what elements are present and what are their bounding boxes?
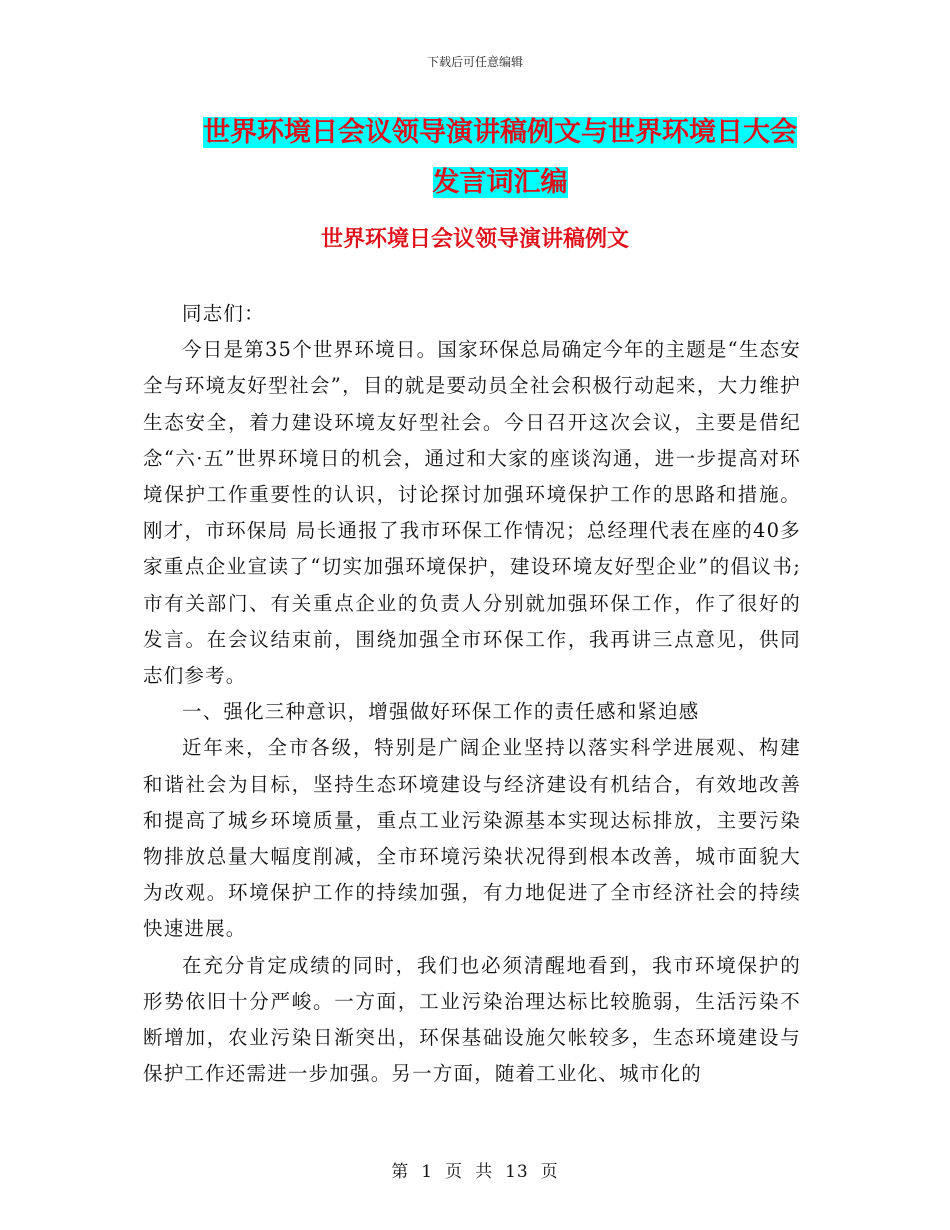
- page-footer: [0, 1157, 950, 1182]
- document-title: [190, 108, 810, 208]
- header-note: 下载后可任意编辑: [426, 55, 523, 69]
- document-title-text: 世界环境日会议领导演讲稿例文与世界环境日大会发言词汇编: [203, 117, 797, 198]
- paragraph-challenges: 在充分肯定成绩的同时，我们也必须清醒地看到，我市环境保护的形势依旧十分严峻。一方面，工业污染治理达标比较脆弱，生活污染不断增加，农业污染日渐突出，环保基础设施欠帐较多，生态环境建设与保护工作还需进一步加强。另一方面，随着工业化、城市化的: [143, 953, 801, 1086]
- section-heading-1: 一、强化三种意识，增强做好环保工作的责任感和紧迫感: [182, 700, 700, 724]
- document-body: [143, 296, 801, 1092]
- footer-suffix: 页: [540, 1162, 559, 1182]
- footer-total-word: 共: [475, 1162, 494, 1182]
- paragraph-intro: 今日是第35个世界环境日。国家环保总局确定今年的主题是“生态安全与环境友好型社会”，目的就是要动员全社会积极行动起来，大力维护生态安全，着力建设环境友好型社会。今日召开这次会议，主要是借纪念“六·五”世界环境日的机会，通过和大家的座谈沟通，进一步提高对环境保护工作重要性的认识，讨论探讨加强环境保护工作的思路和措施。刚才，市环保局 局长通报了我市环保工作情况；总经理代表在座的40多家重点企业宣读了“切实加强环境保护，建设环境友好型企业”的倡议书;市有关部门、有关重点企业的负责人分别就加强环保工作，作了很好的发言。在会议结束前，围绕加强全市环保工作，我再讲三点意见，供同志们参考。: [143, 338, 801, 688]
- paragraph-greeting: 同志们：: [182, 302, 265, 325]
- document-subtitle: 世界环境日会议领导演讲稿例文: [320, 227, 629, 252]
- footer-prefix: 第: [391, 1162, 410, 1182]
- footer-total-pages: 13: [505, 1162, 529, 1182]
- paragraph-achievements: 近年来，全市各级，特别是广阔企业坚持以落实科学进展观、构建和谐社会为目标，坚持生态环境建设与经济建设有机结合，有效地改善和提高了城乡环境质量，重点工业污染源基本实现达标排放，主要污染物排放总量大幅度削减，全市环境污染状况得到根本改善，城市面貌大为改观。环境保护工作的持续加强，有力地促进了全市经济社会的持续快速进展。: [143, 736, 801, 941]
- footer-page-word: 页: [445, 1162, 464, 1182]
- footer-current-page: 1: [421, 1162, 434, 1182]
